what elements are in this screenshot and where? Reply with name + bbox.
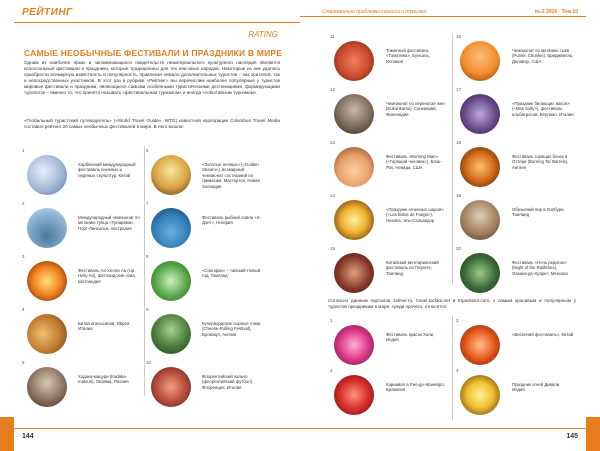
- list-item: [456, 140, 576, 190]
- list-item: [22, 360, 142, 410]
- festival-photo: [334, 147, 374, 187]
- list-item: [146, 201, 266, 251]
- list-item: [456, 193, 576, 243]
- list-item: [456, 34, 576, 84]
- item-caption: Фестиваль красок Холи, Индия: [386, 332, 435, 343]
- festival-photo: [460, 325, 500, 365]
- festival-photo: [151, 314, 191, 354]
- journal-title: Современные проблемы сервиса и туризма: [322, 9, 427, 15]
- list-item: [330, 318, 450, 368]
- item-number: 2: [330, 368, 333, 373]
- item-caption: «Праздник бегающих масок» («Mas Sully»), фестиваль альбатросов, Бергамо, Италия: [512, 101, 574, 117]
- item-caption: «Весенний фестиваль», Китай: [512, 332, 574, 337]
- list-item: [456, 368, 576, 418]
- page-edge-tab: [586, 417, 600, 451]
- item-caption: Чемпионат по метанию тыкв (Punkin Chunkin), Бриджвилль, Делавэр, США: [512, 48, 574, 64]
- right-page: [300, 0, 600, 451]
- item-caption: Фестиваль рыбной ловли «Х-Дэнт», Нигерия: [202, 215, 261, 226]
- festival-photo: [460, 41, 500, 81]
- item-caption: Харбинский международный фестиваль снежных и ледяных скульптур, Китай: [78, 162, 136, 178]
- festival-photo: [27, 367, 67, 407]
- list-item: [330, 87, 450, 137]
- festival-photo: [460, 200, 500, 240]
- festival-photo: [460, 375, 500, 415]
- list-item: [146, 360, 266, 410]
- column-divider: [452, 34, 453, 284]
- item-number: 5: [22, 360, 25, 365]
- item-number: 15: [330, 246, 336, 251]
- list-item: [456, 87, 576, 137]
- list-item: [456, 246, 576, 296]
- list-item: [22, 307, 142, 357]
- item-caption: Ходака-мацури (Kadaka-matsuri), Окаяма, Япония: [78, 374, 129, 385]
- festival-photo: [334, 253, 374, 293]
- festival-photo: [27, 314, 67, 354]
- item-number: 4: [456, 368, 459, 373]
- column-divider: [452, 316, 453, 420]
- header-rule: [14, 22, 300, 23]
- list-item: [146, 254, 266, 304]
- page-number: 145: [566, 433, 578, 440]
- festival-photo: [27, 208, 67, 248]
- issue-label: № 2 2016 · Том 10: [534, 9, 578, 15]
- item-number: 3: [456, 318, 459, 323]
- item-number: 10: [146, 360, 152, 365]
- item-number: 8: [146, 254, 149, 259]
- intro-paragraph-2: «Глобальный туристский путеводитель» («World Travel Guide», WTG) известной корпорации Columbus Travel Media составил рейтинг 20 самых необычных фестивалей в мире. В него вошли:: [24, 118, 280, 129]
- festival-photo: [334, 375, 374, 415]
- festival-photo: [151, 208, 191, 248]
- rubric-en-label: RATING: [248, 30, 278, 39]
- item-number: 14: [330, 193, 336, 198]
- festival-photo: [334, 41, 374, 81]
- item-caption: Международный чемпионат по метанию тунца «Тунарама», Порт-Линкольн, Австралия: [78, 215, 140, 231]
- item-number: 18: [456, 140, 462, 145]
- list-item: [330, 140, 450, 190]
- item-number: 16: [456, 34, 462, 39]
- list-item: [456, 318, 576, 368]
- list-item: [146, 148, 266, 198]
- item-caption: Праздник огней Дивали, Индия: [512, 382, 561, 393]
- item-number: 4: [22, 307, 25, 312]
- article-title: САМЫЕ НЕОБЫЧНЫЕ ФЕСТИВАЛИ И ПРАЗДНИКИ В МИРЕ: [24, 48, 283, 58]
- footer-rule: [300, 428, 586, 429]
- item-number: 9: [146, 307, 149, 312]
- footer-rule: [14, 428, 300, 429]
- festival-photo: [460, 94, 500, 134]
- item-caption: Фестиваль горящих бочек в Оттери (Burning Tar Barrels), Англия: [512, 154, 569, 170]
- item-caption: Битва апельсинов, Иврея, Италия: [78, 321, 131, 332]
- item-caption: Флорентийский кальчо (флорентийский футбол), Флоренция, Италия: [202, 374, 254, 390]
- item-caption: Фестиваль «Burning Man» («Горящий человек»), Блэк-Рок, Невада, США: [386, 154, 442, 170]
- item-caption: Китайский вегетарианский фестиваль на Пхукете, Таиланд: [386, 260, 439, 276]
- festival-photo: [151, 367, 191, 407]
- festival-photo: [334, 94, 374, 134]
- page-number: 144: [22, 433, 34, 440]
- item-number: 2: [22, 201, 25, 206]
- festival-photo: [460, 253, 500, 293]
- list-item: [22, 148, 142, 198]
- festival-photo: [151, 261, 191, 301]
- item-caption: Чемпионат по переноске жен (Eukonkanto), Сонкаярви, Финляндия: [386, 101, 445, 117]
- page-edge-tab: [0, 417, 14, 451]
- item-number: 6: [146, 148, 149, 153]
- item-number: 17: [456, 87, 462, 92]
- item-caption: Фестиваль «Ночь редисок» (Night of the Radishes), Оахака-де-Хуарес, Мексика: [512, 260, 568, 276]
- list-item: [22, 254, 142, 304]
- list-item: [330, 246, 450, 296]
- festival-photo: [334, 325, 374, 365]
- item-caption: Купервордские сырные гонки (Cheese-Rolling Festival), Брокворт, Англия: [202, 321, 261, 337]
- list-item: [146, 307, 266, 357]
- item-number: 12: [330, 87, 336, 92]
- item-caption: Фестиваль Ап Хелли Аа (Up Helly Aa), Шетландские осва, Шотландия: [78, 268, 136, 284]
- intro-paragraph: Одним из наиболее ярких и запоминающихся свидетельств нематериального культурного наследия являются колоссальные фестивали и праздники, которые традиционны для тех или иных народов. Некоторые из них удалось приобрести всемирную известность и популярность, привлекая немало дополнительных туристов – как зрителей, так и непосредственных участников. В этот раз в рубрике «Рейтинг» мы перечислим наиболее популярные у туристов мировые фестивали и праздники, являющиеся самыми особенными туристическими дестинациями, формирующими туропоток – именно то, что принято называть «фестивальным туризмом» и иногда «событийным туризмом».: [24, 60, 280, 95]
- list-item: [330, 193, 450, 243]
- list-item: [330, 368, 450, 418]
- festival-photo: [151, 155, 191, 195]
- list-item: [22, 201, 142, 251]
- item-number: 1: [22, 148, 25, 153]
- item-number: 7: [146, 201, 149, 206]
- item-number: 3: [22, 254, 25, 259]
- festival-photo: [27, 155, 67, 195]
- closing-paragraph: Согласно данным порталов zelmer.ru, travel.tochka.net и tripadvisor.com, к самым красивым и популярным у туристов праздникам в мире, среди прочего, относятся:: [328, 298, 576, 309]
- header-rule: [300, 16, 586, 17]
- column-divider: [144, 146, 145, 396]
- item-caption: «Сонгкран» – тайский Новый год, Таиланд: [202, 268, 261, 279]
- festival-photo: [334, 200, 374, 240]
- item-caption: Томатный фестиваль «Томатина», Буньоль, Испания: [386, 48, 430, 64]
- festival-photo: [27, 261, 67, 301]
- item-caption: Обезьяний пир в Лопбури, Таиланд: [512, 207, 565, 218]
- item-number: 1: [330, 318, 333, 323]
- festival-photo: [460, 147, 500, 187]
- item-number: 11: [330, 34, 335, 39]
- item-number: 13: [330, 140, 336, 145]
- item-caption: «Золотые ночные» («Golden Stream»), всемирный чемпионат состязаний по гримасам, Мастертон, Новая Зеландия: [202, 162, 260, 189]
- item-caption: Карнавал в Рио-де-Жанейро, Бразилия: [386, 382, 445, 393]
- rubric-label: РЕЙТИНГ: [22, 7, 73, 18]
- item-number: 20: [456, 246, 462, 251]
- item-caption: «Праздник огненных шаров» («Las Bolas de Fuego»), Нехапа, Эль-Сальвадор: [386, 207, 444, 223]
- item-number: 19: [456, 193, 462, 198]
- list-item: [330, 34, 450, 84]
